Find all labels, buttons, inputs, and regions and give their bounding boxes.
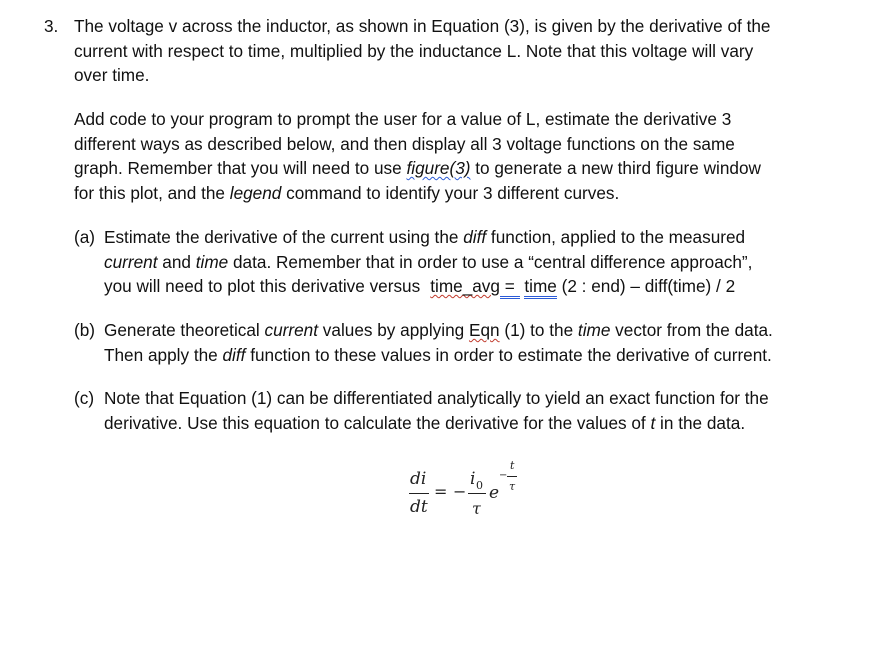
eq-exp-base: e — [489, 483, 500, 503]
derivative-equation — [400, 455, 540, 525]
time-avg-equals: = — [500, 276, 520, 299]
part-a-text: Estimate the derivative of the current using the diff function, applied to the measured current and time data. Remember that in order to use a “central difference approach”, you will need to plot this derivative versus time_avg = time (2 : end) – diff(time) / 2 — [104, 225, 834, 299]
task-line-3: graph. Remember that you will need to use figure(3) to generate a new third figure window — [74, 158, 761, 178]
eq-lhs-denominator: dt — [410, 497, 428, 517]
eq-exp-fraction-bar — [507, 476, 517, 477]
eqn-ref: Eqn — [468, 320, 500, 340]
eq-rhs-subscript: 0 — [476, 479, 483, 492]
part-c-label: (c) — [74, 388, 95, 408]
intro-line-2: current with respect to time, multiplied by the inductance L. Note that this voltage will vary — [74, 40, 754, 61]
part-c-text: Note that Equation (1) can be differentiated analytically to yield an exact function for the derivative. Use this equation to calculate the derivative for the values of t in the data. — [104, 388, 769, 433]
eq-rhs-numerator: i — [470, 469, 476, 489]
eq-lhs-numerator: di — [410, 469, 427, 489]
figure-command: figure(3) — [406, 158, 471, 178]
task-line-1: Add code to your program to prompt the user for a value of L, estimate the derivative 3 — [74, 109, 732, 129]
part-b-text: Generate theoretical current values by applying Eqn (1) to the time vector from the data. Then apply the diff function to these values in order to estimate the derivative of current. — [104, 320, 773, 365]
part-b-label: (b) — [74, 320, 96, 340]
question-intro — [74, 14, 834, 88]
intro-line-1: The voltage v across the inductor, as shown in Equation (3), is given by the derivative of the — [74, 16, 771, 36]
legend-command: legend — [229, 182, 282, 203]
eq-exp-denominator: τ — [509, 480, 516, 493]
eq-minus: − — [453, 482, 467, 501]
time-ref: time — [524, 276, 556, 299]
diff-function: diff — [463, 227, 487, 247]
question-number: 3. — [44, 16, 59, 36]
task-paragraph — [74, 107, 834, 205]
eq-lhs-fraction-bar — [409, 493, 429, 494]
eq-equals: = — [434, 482, 448, 501]
eq-rhs-fraction-bar — [468, 493, 486, 494]
eq-rhs-denominator: τ — [472, 499, 481, 518]
part-a-label: (a) — [74, 227, 96, 247]
time-var: time — [195, 251, 229, 272]
time-avg-var: time_avg — [430, 276, 500, 296]
task-line-4: for this plot, and the legend command to identify your 3 different curves. — [74, 182, 620, 203]
eq-exp-numerator: t — [510, 459, 515, 472]
current-var: current — [104, 251, 158, 272]
eq-exp-minus: − — [499, 470, 508, 481]
task-line-2: different ways as described below, and then display all 3 voltage functions on the same — [74, 133, 735, 154]
intro-line-3: over time. — [74, 65, 150, 85]
